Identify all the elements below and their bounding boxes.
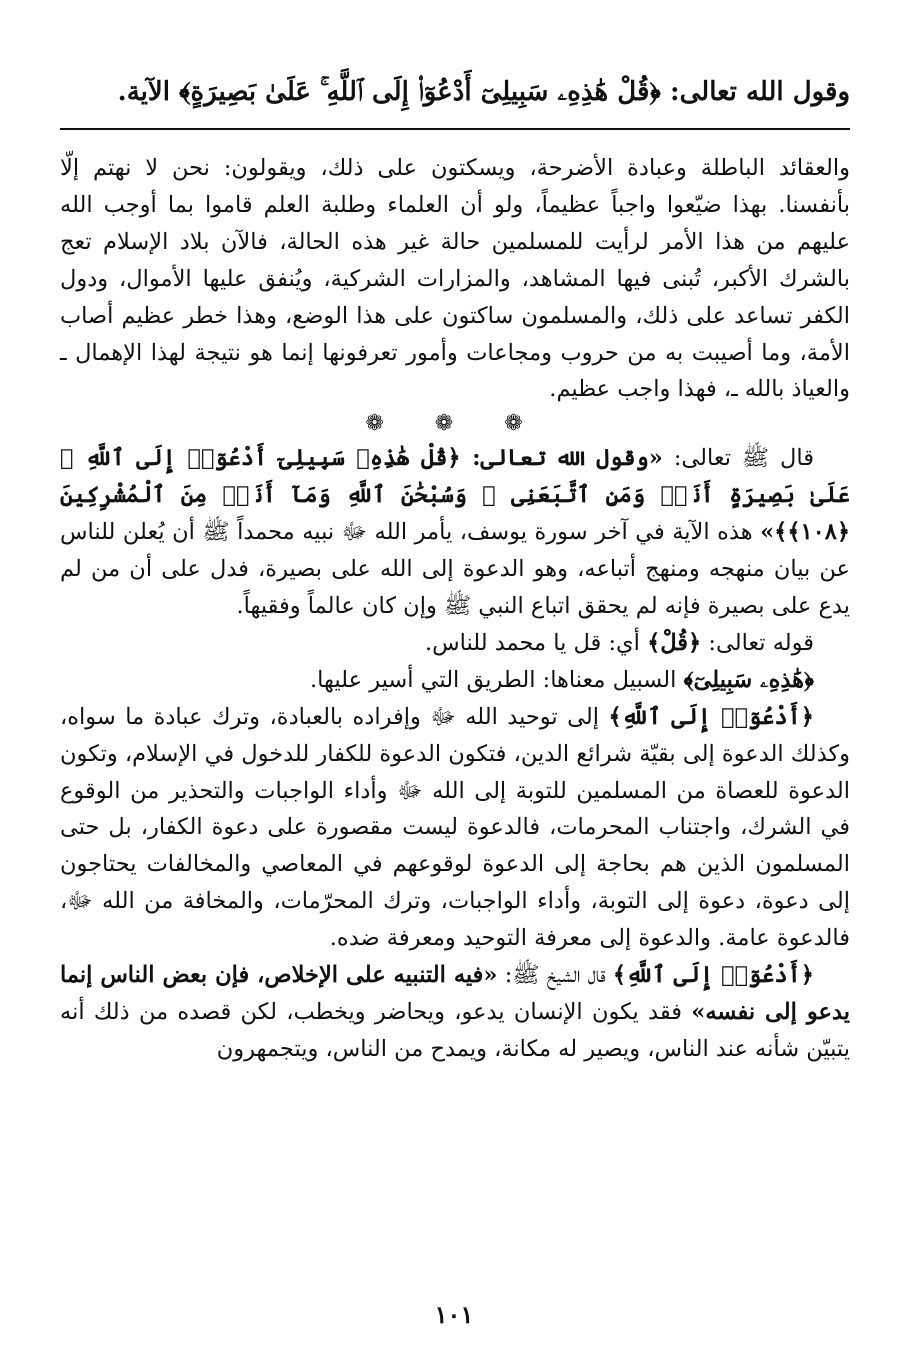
paragraph-text: السبيل معناها: الطريق التي أسير عليها.: [310, 666, 684, 693]
running-header: وقول الله تعالى: ﴿قُلْ هَٰذِهِۦ سَبِيلِىٓ أَدْعُوٓا۟ إِلَى ٱللَّهِ ۚ عَلَىٰ بَصِيرَةٍ﴾ الآية.: [117, 77, 850, 107]
paragraph-mid: قال الشيخ ﷺ:: [497, 962, 613, 989]
bold-quote: «فيه التنبيه على الإخلاص، فإن بعض الناس إنما يدعو إلى نفسه»: [60, 962, 850, 1025]
quranic-verse: ﴿قُلْ هَٰذِهِۦ سَبِيلِىٓ أَدْعُوٓا۟ إِلَى ٱللَّهِ ۚ عَلَىٰ بَصِيرَةٍ أَنَا۠ وَمَنِ ٱتَّبَعَنِى ۖ وَسُبْحَٰنَ ٱللَّهِ وَمَآ أَنَا۠ مِنَ ٱلْمُشْرِكِينَ ﴿١٠٨﴾﴾»: [60, 445, 850, 546]
quranic-verse: ﴿هَٰذِهِۦ سَبِيلِىٓ﴾: [683, 666, 814, 693]
paragraph-text: أي: قل يا محمد للناس.: [424, 629, 648, 656]
quranic-verse: ﴿أَدْعُوٓا۟ إِلَى ٱللَّهِ﴾: [612, 962, 814, 989]
paragraph-intro: قال ﷺ تعالى:: [662, 445, 814, 472]
paragraph-lead: قوله تعالى:: [701, 629, 814, 656]
paragraph-qul: [60, 625, 850, 662]
paragraph-dawah: [60, 699, 850, 957]
paragraph-sabeel: [60, 662, 850, 699]
section-separator: ❁ ❁ ❁: [365, 411, 545, 437]
header-divider: [60, 128, 850, 130]
quranic-verse: ﴿قُلْ﴾: [647, 629, 702, 656]
paragraph-text: هذه الآية في آخر سورة يوسف، يأمر الله ﷻ نبيه محمداً ﷺ أن يُعلن للناس عن بيان منهجه ومنهج أتباعه، وهو الدعوة إلى الله على بصيرة، فدل على أن من لم يدع على بصيرة فإنه لم يحقق اتباع النبي ﷺ وإن كان عالماً وفقيهاً.: [60, 519, 850, 619]
page-number: ١٠١: [434, 1300, 474, 1329]
paragraph-ikhlas: [60, 957, 850, 1068]
paragraph-text: إلى توحيد الله ﷻ وإفراده بالعبادة، وترك عبادة ما سواه، وكذلك الدعوة إلى بقيّة شرائع الدين، فتكون الدعوة للكفار للدخول في الإسلام، وتكون الدعوة للعصاة من المسلمين للتوبة إلى الله ﷻ وأداء الواجبات والتحذير من الوقوع في الشرك، واجتناب المحرمات، فالدعوة ليست مقصورة على دعوة الكفار، بل حتى المسلمون الذين هم بحاجة إلى الدعوة لوقوعهم في المعاصي والمخالفات يحتاجون إلى دعوة، دعوة إلى التوبة، وأداء الواجبات، وترك المحرّمات، والمخافة من الله ﷻ، فالدعوة عامة. والدعوة إلى معرفة التوحيد ومعرفة ضده.: [60, 703, 850, 952]
page-body: [60, 150, 850, 1068]
paragraph-continuation: والعقائد الباطلة وعبادة الأضرحة، ويسكتون على ذلك، ويقولون: نحن لا نهتم إلّا بأنفسنا. بهذا ضيّعوا واجباً عظيماً، ولو أن العلماء وطلبة العلم قاموا بما أوجب الله عليهم من هذا الأمر لرأيت للمسلمين حالة غير هذه الحالة، فالآن بلاد الإسلام تعج بالشرك الأكبر، تُبنى فيها المشاهد، والمزارات الشركية، ويُنفق عليها الأموال، ودول الكفر تساعد على ذلك، والمسلمون ساكتون على هذا الوضع، وهذا خطر عظيم أصاب الأمة، وما أصيبت به من حروب ومجاعات وأمور تعرفونها إنما هو نتيجة لهذا الإهمال ـ والعياذ بالله ـ، فهذا واجب عظيم.: [60, 155, 850, 403]
paragraph-verse-commentary: [60, 440, 850, 625]
quranic-verse: ﴿أَدْعُوٓا۟ إِلَى ٱللَّهِ﴾: [608, 703, 814, 730]
paragraph-text: فقد يكون الإنسان يدعو، ويحاضر ويخطب، لكن قصده من ذلك أنه يتبيّن شأنه عند الناس، ويصير له مكانة، ويمدح من الناس، ويتجمهرون: [60, 998, 850, 1062]
bold-lead: «وقول الله تعالى:: [460, 445, 663, 472]
